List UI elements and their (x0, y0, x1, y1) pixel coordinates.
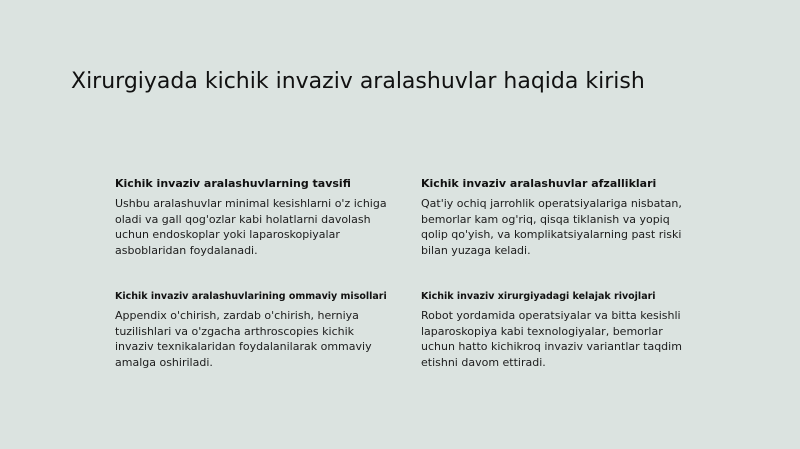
card-description (115, 177, 390, 258)
card-heading: Kichik invaziv aralashuvlarining ommaviy misollari (115, 291, 387, 302)
card-body: Appendix o'chirish, zardab o'chirish, herniya tuzilishlari va o'zgacha arthroscopies kichik invaziv texnikalaridan foydalanilarak ommaviy amalga oshiriladi. (115, 309, 372, 369)
card-body: Robot yordamida operatsiyalar va bitta kesishli laparoskopiya kabi texnologiyalar, bemorlar uchun hatto kichikroq invaziv variantlar taqdim etishni davom ettiradi. (421, 309, 682, 369)
card-body: Ushbu aralashuvlar minimal kesishlarni o'z ichiga oladi va gall qog'ozlar kabi holatlarni davolash uchun endoskoplar yoki laparoskopiyalar asboblaridan foydalanadi. (115, 197, 387, 257)
card-advantages (421, 177, 696, 258)
slide-title: Xirurgiyada kichik invaziv aralashuvlar haqida kirish (71, 69, 645, 94)
card-heading: Kichik invaziv aralashuvlar afzalliklari (421, 177, 657, 190)
card-heading: Kichik invaziv aralashuvlarning tavsifi (115, 177, 351, 190)
card-body: Qat'iy ochiq jarrohlik operatsiyalariga nisbatan, bemorlar kam og'riq, qisqa tiklanish va yopiq qolip qo'yish, va komplikatsiyalarning past riski bilan yuzaga keladi. (421, 197, 682, 257)
card-examples (115, 290, 390, 370)
card-future (421, 290, 696, 370)
card-heading: Kichik invaziv xirurgiyadagi kelajak rivojlari (421, 291, 656, 302)
